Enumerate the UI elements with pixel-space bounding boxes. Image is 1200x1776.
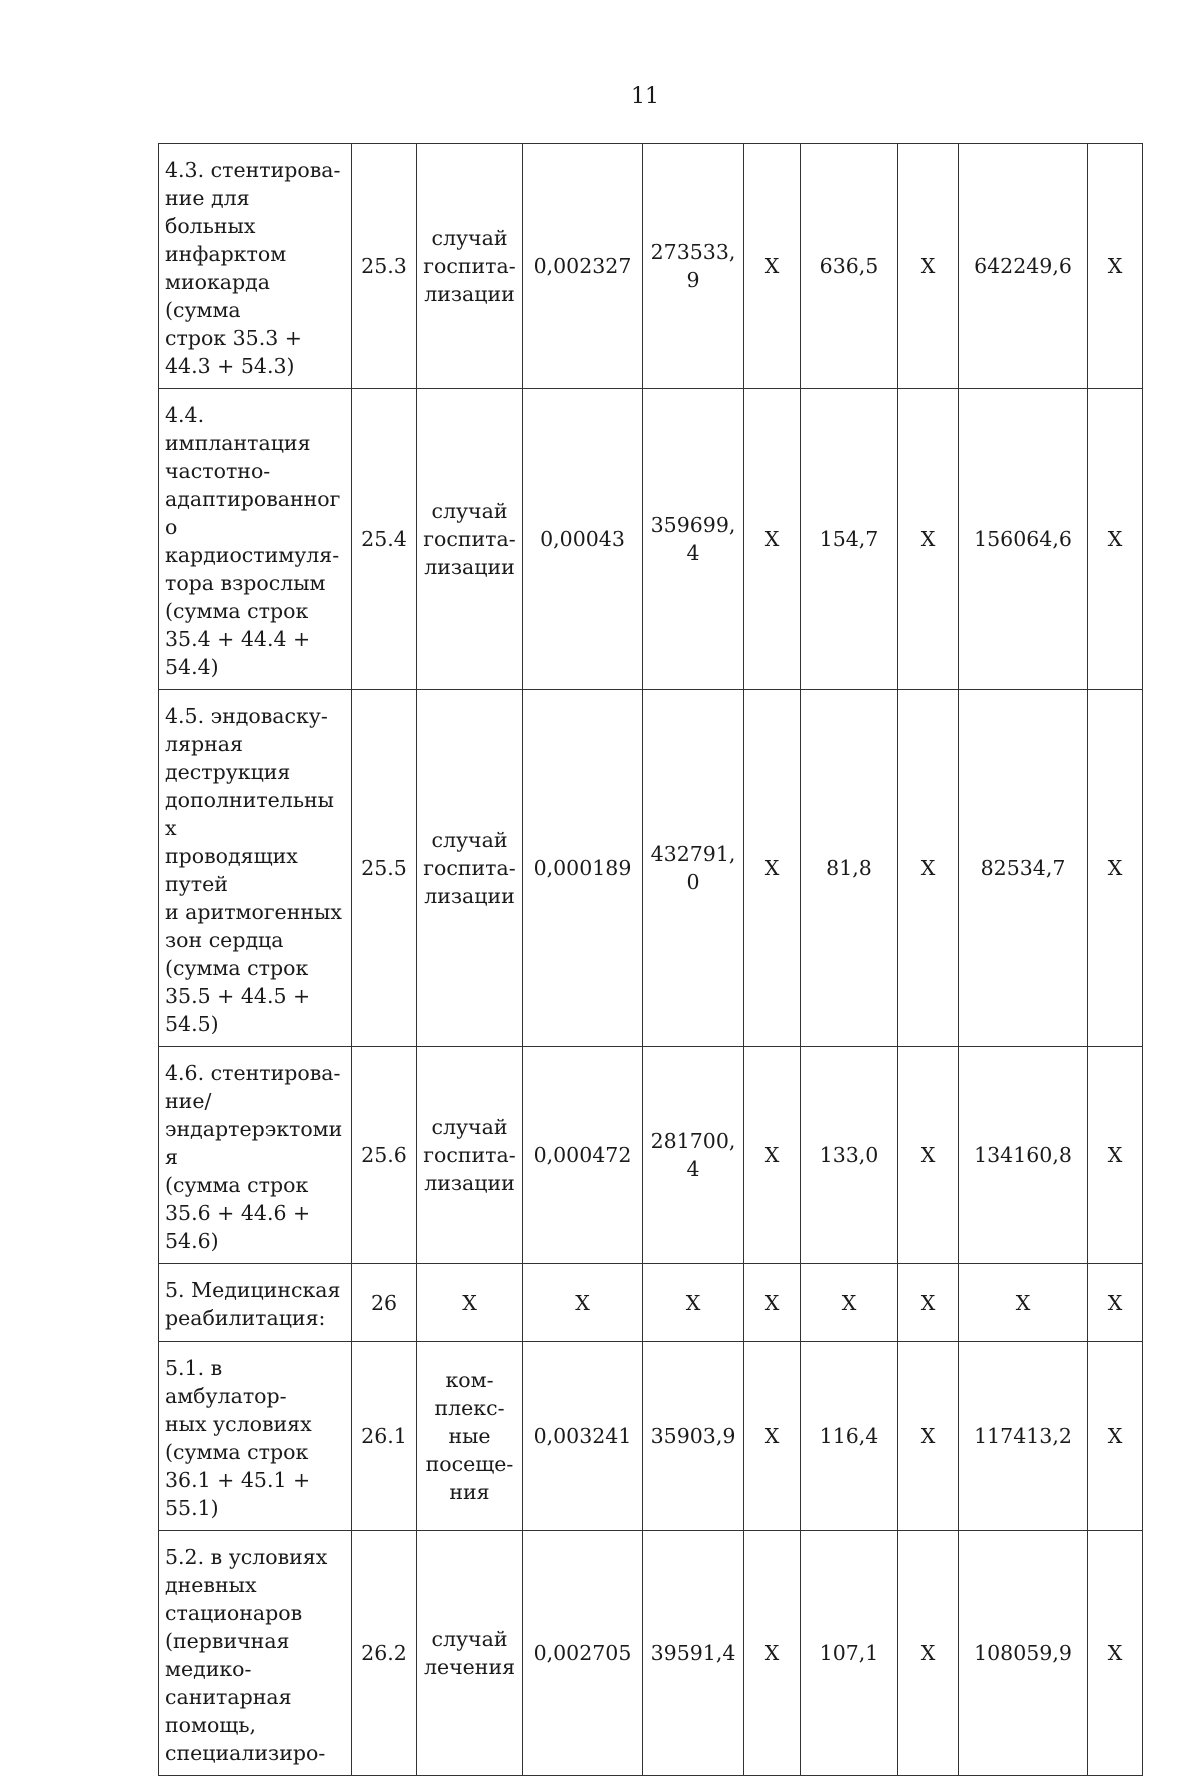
row-unit-cell: случай госпита- лизации [417,1047,523,1264]
table-row [159,1264,1143,1342]
row-unit-cell: случай госпита- лизации [417,389,523,690]
row-col6-cell: X [744,1342,801,1531]
row-col6-cell: X [744,144,801,389]
row-col10-cell: X [1088,389,1143,690]
row-cost-cell: 359699, 4 [643,389,744,690]
row-col8-cell: X [898,1531,959,1776]
row-col7-cell: 116,4 [801,1342,898,1531]
row-volume-cell: 0,00043 [523,389,643,690]
row-unit-cell: случай госпита- лизации [417,144,523,389]
row-col9-cell: 108059,9 [959,1531,1088,1776]
row-name-cell: 4.4. имплантация частотно- адаптированного кардиостимуля- тора взрослым (сумма строк 35.4 + 44.4 + 54.4) [159,389,352,690]
row-name-cell: 4.3. стентирова- ние для больных инфарктом миокарда (сумма строк 35.3 + 44.3 + 54.3) [159,144,352,389]
row-line-cell: 26.2 [352,1531,417,1776]
row-col9-cell: 134160,8 [959,1047,1088,1264]
row-volume-cell: 0,002327 [523,144,643,389]
row-col10-cell: X [1088,1531,1143,1776]
row-line-cell: 25.6 [352,1047,417,1264]
row-col6-cell: X [744,690,801,1047]
page-number: 11 [631,84,659,109]
row-col9-cell: 642249,6 [959,144,1088,389]
row-unit-cell: ком- плекс- ные посеще- ния [417,1342,523,1531]
row-cost-cell: 432791, 0 [643,690,744,1047]
row-line-cell: 25.4 [352,389,417,690]
row-col7-cell: X [801,1264,898,1342]
row-line-cell: 25.5 [352,690,417,1047]
row-volume-cell: 0,000472 [523,1047,643,1264]
row-name-cell: 5.2. в условиях дневных стационаров (первичная медико- санитарная помощь, специализиро- [159,1531,352,1776]
row-col8-cell: X [898,1264,959,1342]
row-col6-cell: X [744,1531,801,1776]
row-col8-cell: X [898,1047,959,1264]
row-line-cell: 25.3 [352,144,417,389]
row-cost-cell: 39591,4 [643,1531,744,1776]
row-col6-cell: X [744,1264,801,1342]
row-col9-cell: X [959,1264,1088,1342]
row-col6-cell: X [744,1047,801,1264]
row-col8-cell: X [898,690,959,1047]
row-cost-cell: 273533, 9 [643,144,744,389]
row-col6-cell: X [744,389,801,690]
row-col9-cell: 82534,7 [959,690,1088,1047]
table-row [159,1342,1143,1531]
row-name-cell: 4.5. эндоваску- лярная деструкция дополнительных проводящих путей и аритмогенных зон сердца (сумма строк 35.5 + 44.5 + 54.5) [159,690,352,1047]
row-col7-cell: 107,1 [801,1531,898,1776]
row-col10-cell: X [1088,144,1143,389]
row-col8-cell: X [898,389,959,690]
row-col7-cell: 133,0 [801,1047,898,1264]
row-cost-cell: X [643,1264,744,1342]
row-col8-cell: X [898,144,959,389]
table-row [159,690,1143,1047]
row-volume-cell: 0,000189 [523,690,643,1047]
table-row [159,1531,1143,1776]
row-volume-cell: 0,002705 [523,1531,643,1776]
row-col10-cell: X [1088,1264,1143,1342]
row-col9-cell: 156064,6 [959,389,1088,690]
table-row [159,144,1143,389]
row-unit-cell: X [417,1264,523,1342]
row-col9-cell: 117413,2 [959,1342,1088,1531]
row-col7-cell: 636,5 [801,144,898,389]
row-line-cell: 26 [352,1264,417,1342]
row-volume-cell: 0,003241 [523,1342,643,1531]
row-col10-cell: X [1088,1047,1143,1264]
data-table [158,143,1143,1776]
row-name-cell: 4.6. стентирова- ние/ эндартерэктомия (сумма строк 35.6 + 44.6 + 54.6) [159,1047,352,1264]
row-cost-cell: 281700, 4 [643,1047,744,1264]
row-col10-cell: X [1088,1342,1143,1531]
row-cost-cell: 35903,9 [643,1342,744,1531]
row-col8-cell: X [898,1342,959,1531]
row-unit-cell: случай лечения [417,1531,523,1776]
table-row [159,389,1143,690]
row-col10-cell: X [1088,690,1143,1047]
row-col7-cell: 154,7 [801,389,898,690]
row-volume-cell: X [523,1264,643,1342]
row-unit-cell: случай госпита- лизации [417,690,523,1047]
row-name-cell: 5.1. в амбулатор- ных условиях (сумма строк 36.1 + 45.1 + 55.1) [159,1342,352,1531]
table-row [159,1047,1143,1264]
row-name-cell: 5. Медицинская реабилитация: [159,1264,352,1342]
row-col7-cell: 81,8 [801,690,898,1047]
row-line-cell: 26.1 [352,1342,417,1531]
